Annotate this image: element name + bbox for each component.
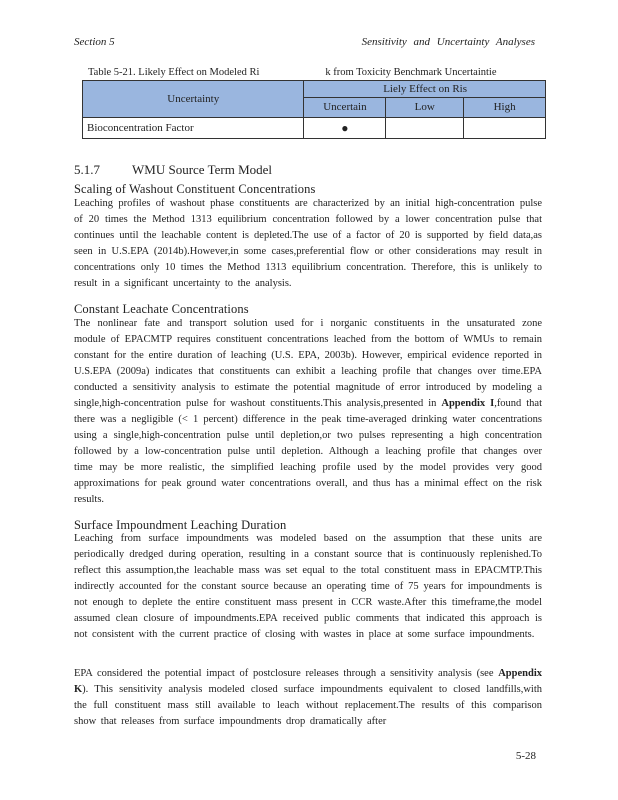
uncertainty-table (82, 80, 546, 139)
subheading-si-leaching: Surface Impoundment Leaching Duration (74, 518, 287, 532)
paragraph-postclosure (74, 666, 542, 730)
paragraph-si-leaching: Leaching from surface impoundments was modeled based on the assumption that these units are periodically dredged during operation, resulting in a constant source that is continuously replenished.To reflect this assumption,the leachable mass was set equal to the total constituent mass in EPACMTP.This indirectly accounted for the constant source because an operating time of 75 years for impoundments is not enough to deplete the entire constituent mass present in CCR waste.After this timeframe,the model assumed clean closure of impoundments.EPA received public comments that indicated this approach is not consistent with the current practice of closing with wastes in place at some surface impoundments. (74, 533, 542, 640)
subheading-washout: Scaling of Washout Constituent Concentrations (74, 182, 316, 196)
row-label: Bioconcentration Factor (83, 118, 304, 139)
header-uncertainty: Uncertainty (83, 81, 304, 118)
running-header-title: Sensitivity and Uncertainty Analyses (361, 36, 535, 48)
section-heading (74, 162, 272, 178)
paragraph-text: ,found that there was a negligible (< 1 percent) difference in the peak time-averaged drinking water concentrations using a single,high-concentration pulse until depletion,or two pulses representing a high concentration followed by a low-concentration pulse until depletion. Although a leaching profile that changes over time may be more realistic, the simplified leaching profile used by the model provides very good approximations for peak ground water concentrations overall, and thus has a minimal effect on the risk results. (74, 398, 543, 505)
paragraph-text: EPA considered the potential impact of postclosure releases through a sensitivity analysis (see (74, 668, 499, 679)
row-mark-low (386, 118, 464, 139)
table-row (83, 118, 546, 139)
table-caption (88, 67, 497, 78)
row-mark-high (464, 118, 546, 139)
header-high: High (464, 97, 546, 117)
paragraph-text: The nonlinear fate and transport solution used for i norganic constituents in the unsaturated zone module of EPACMTP requires constituent concentrations leached from the bottom of WMUs to remain constant for the entire duration of leaching (U.S. EPA, 2003b). However, empirical evidence reported in U.S.EPA (2009a) indicates that constituents can exhibit a leaching profile that changes over time.EPA conducted a sensitivity analysis to estimate the potential magnitude of error introduced by modeling a single,high-concentration pulse for washout constituents.This analysis,presented in (74, 318, 542, 409)
paragraph-constant-leachate (74, 316, 542, 508)
row-mark-uncertain: ● (304, 118, 386, 139)
paragraph-text: ). This sensitivity analysis modeled closed surface impoundments equivalent to closed landfills,with the full constituent mass still available to leach without replacement.The results of this comparison show that releases from surface impoundments drop dramatically after (74, 684, 542, 727)
paragraph-washout: Leaching profiles of washout phase constituents are characterized by an initial high-concentration pulse of 20 times the Method 1313 equilibrium concentration followed by a lower concentration pulse that continues until the leachable content is depleted.The use of a factor of 20 is supported by field data,as seen in U.S.EPA (2014b).However,in some cases,preferential flow or other considerations may result in concentrations only 10 times the Method 1313 equilibrium concentration. Therefore, this is unlikely to result in a significant uncertainty to the analysis. (74, 198, 542, 289)
table-caption-part-1: Table 5-21. Likely Effect on Modeled Ri (88, 67, 260, 78)
section-title: WMU Source Term Model (132, 162, 273, 177)
appendix-k-reference: Appendix K (74, 668, 542, 695)
header-low: Low (386, 97, 464, 117)
table-caption-part-2: k from Toxicity Benchmark Uncertaintie (325, 67, 497, 78)
running-header-section: Section 5 (74, 36, 115, 48)
section-number: 5.1.7 (74, 162, 100, 177)
appendix-i-reference: Appendix I (441, 398, 495, 409)
header-uncertain: Uncertain (304, 97, 386, 117)
page-number: 5-28 (515, 750, 536, 762)
header-likely-effect: Liely Effect on Ris (304, 81, 546, 98)
subheading-constant-leachate: Constant Leachate Concentrations (74, 302, 249, 316)
